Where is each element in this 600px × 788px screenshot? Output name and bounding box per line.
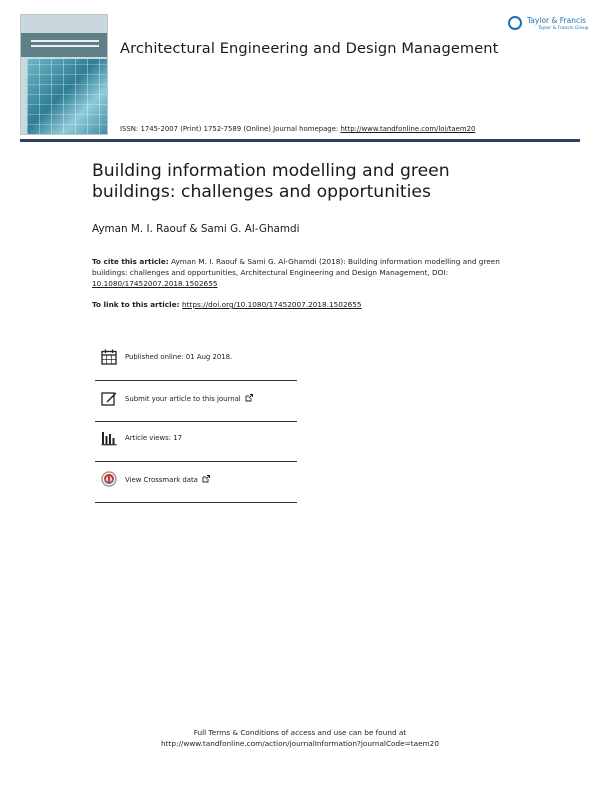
divider	[95, 380, 297, 381]
article-title: Building information modelling and green buildings: challenges and opportunities	[92, 161, 450, 202]
crossmark-icon	[101, 471, 117, 487]
citation-text: Ayman M. I. Raouf & Sami G. Al-Ghamdi (2018): Building information modelling and green buildings: challenges and opportunities, Architectural Engineering and Design Management, DOI:	[92, 257, 500, 278]
article-views-text: Article views: 17	[125, 434, 183, 442]
submit-article-row[interactable]	[97, 390, 297, 418]
published-online-row	[97, 349, 297, 377]
edit-icon	[101, 390, 117, 406]
citation-block	[92, 256, 522, 290]
publisher-logo-group: Taylor & Francis Group	[538, 26, 589, 31]
article-doi-url[interactable]: https://doi.org/10.1080/17452007.2018.1502655	[182, 300, 362, 309]
external-link-icon	[245, 394, 253, 402]
crossmark-link[interactable]: View Crossmark data	[125, 475, 210, 484]
citation-doi-link[interactable]: 10.1080/17452007.2018.1502655	[92, 279, 218, 289]
journal-cover-image	[20, 14, 108, 135]
article-authors: Ayman M. I. Raouf & Sami G. Al-Ghamdi	[92, 223, 300, 235]
bar-chart-icon	[101, 430, 117, 446]
divider	[95, 421, 297, 422]
publisher-logo-icon	[508, 16, 522, 30]
article-views-row	[97, 430, 297, 458]
footer	[0, 727, 600, 749]
external-link-icon	[202, 475, 210, 483]
divider	[95, 461, 297, 462]
link-label: To link to this article:	[92, 300, 183, 309]
link-to-article	[92, 300, 362, 309]
cover-title-band	[21, 33, 107, 57]
crossmark-row[interactable]	[97, 471, 297, 499]
footer-terms-text: Full Terms & Conditions of access and use can be found at	[193, 728, 407, 737]
footer-terms-url[interactable]: http://www.tandfonline.com/action/journalInformation?journalCode=taem20	[161, 739, 439, 748]
issn-line	[120, 125, 475, 133]
published-online-text: Published online: 01 Aug 2018.	[125, 353, 233, 361]
citation-label: To cite this article:	[92, 257, 169, 266]
submit-article-link[interactable]: Submit your article to this journal	[125, 394, 253, 403]
calendar-icon	[101, 349, 117, 365]
journal-title: Architectural Engineering and Design Management	[120, 40, 499, 57]
journal-homepage-link[interactable]: http://www.tandfonline.com/loi/taem20	[340, 125, 476, 133]
publisher-logo[interactable]	[508, 14, 588, 36]
publisher-logo-name: Taylor & Francis	[527, 16, 587, 25]
header-rule	[20, 139, 580, 142]
issn-text: ISSN: 1745-2007 (Print) 1752-7589 (Online) Journal homepage:	[120, 125, 341, 133]
divider	[95, 502, 297, 503]
